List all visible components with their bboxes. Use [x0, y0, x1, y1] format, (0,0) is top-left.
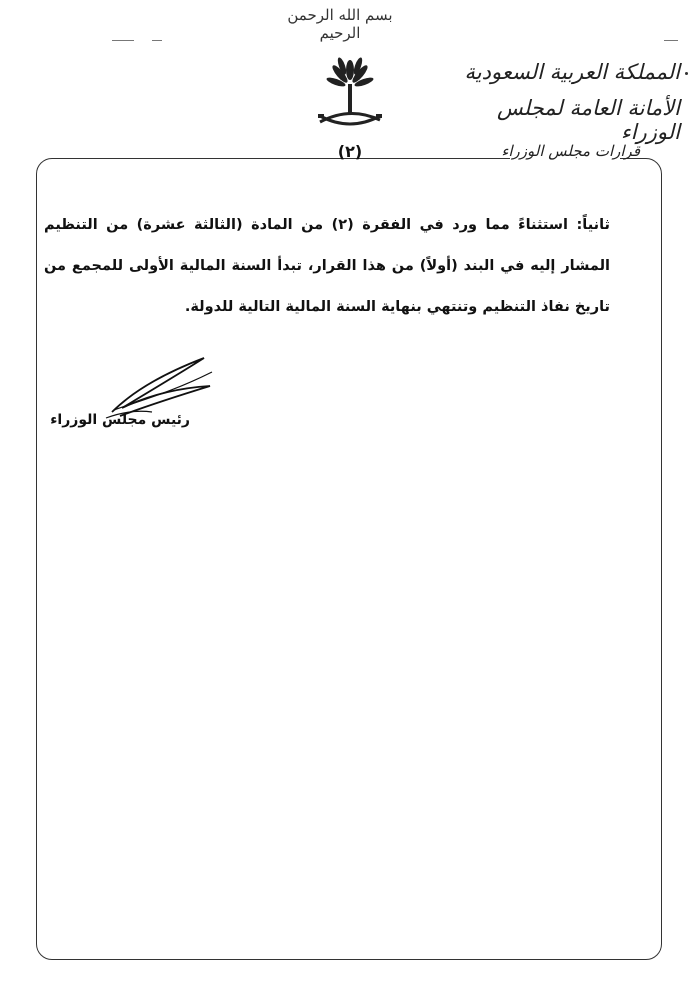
secretariat-heading: الأمانة العامة لمجلس الوزراء [496, 96, 680, 144]
dash-decor [152, 40, 162, 41]
decision-paragraph: ثانياً: استثناءً مما ورد في الفقرة (٢) من المادة (الثالثة عشرة) من التنظيم المشار إليه في البند (أولاً) من هذا القرار، تبدأ السنة المالية الأولى للمجمع من تاريخ نفاذ التنظيم وتنتهي بنهاية السنة المالية التالية للدولة. [44, 217, 610, 315]
basmala: بسم الله الرحمن الرحيم [287, 6, 393, 42]
decisions-heading: قرارات مجلس الوزراء [501, 142, 640, 160]
kingdom-heading: المملكة العربية السعودية [464, 60, 680, 84]
bullet-dot [685, 72, 688, 75]
saudi-emblem-icon [310, 56, 390, 136]
page-number: (٢) [337, 142, 363, 161]
dash-decor [664, 40, 678, 41]
dash-decor [112, 40, 134, 41]
signer-title: رئيس مجلس الوزراء [50, 412, 190, 428]
